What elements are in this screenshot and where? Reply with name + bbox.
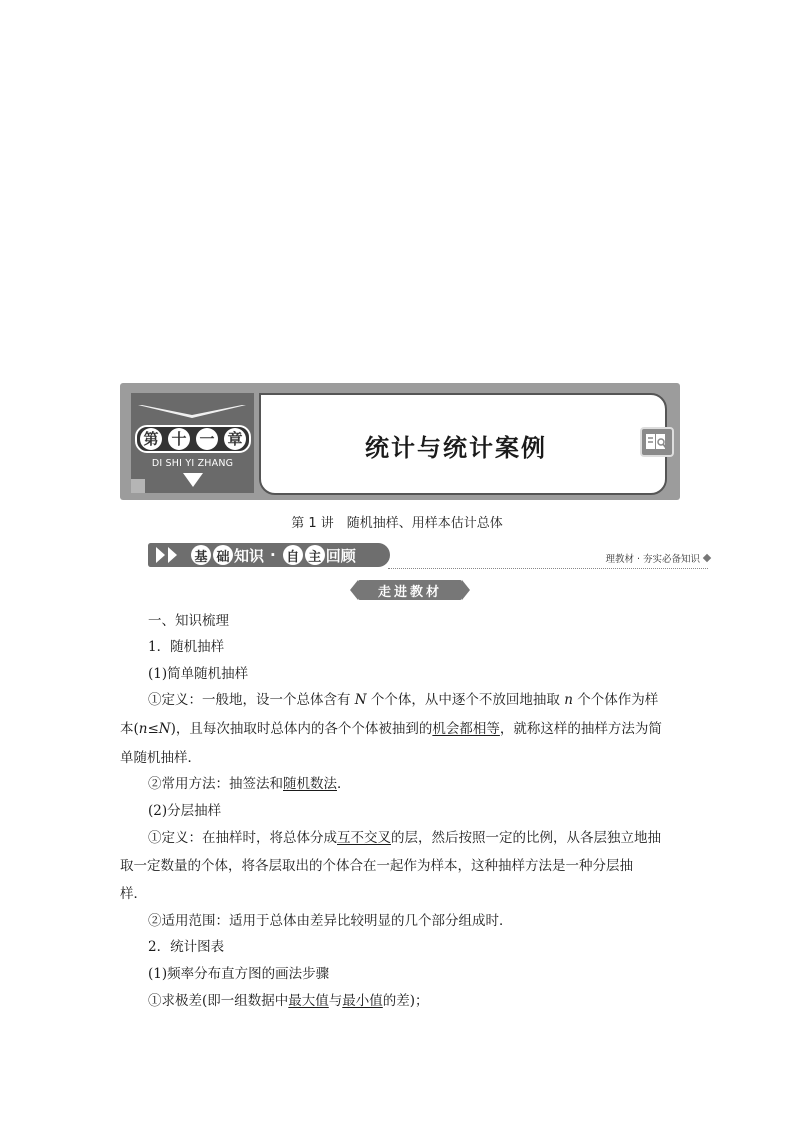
section-title: [190, 544, 356, 566]
text: ．: [337, 776, 351, 792]
chapter-badge: [131, 393, 254, 493]
diamond-icon: [703, 554, 711, 562]
chapter-char: 十: [168, 428, 190, 450]
text-line: 单随机抽样．: [120, 750, 201, 766]
text-line: [148, 690, 658, 710]
text: 本(: [120, 721, 139, 737]
section-char: 础: [213, 545, 233, 565]
down-triangle-icon: [183, 473, 203, 487]
chevron-right-icon: [168, 547, 177, 563]
text-line: [148, 774, 351, 794]
text: 的差)；: [382, 993, 429, 1009]
chapter-banner: [120, 383, 680, 500]
text: )，且每次抽取时总体内的各个个体被抽到的: [170, 721, 433, 737]
chapter-char: 第: [140, 428, 162, 450]
chapter-char: 一: [196, 428, 218, 450]
section-header: [148, 541, 708, 571]
section-char: 自: [283, 545, 303, 565]
text-line: (1)频率分布直方图的画法步骤: [148, 966, 330, 982]
text: ②常用方法：抽签法和: [148, 776, 283, 792]
underlined-text: 最小值: [342, 993, 383, 1009]
chapter-title-box: [259, 393, 667, 495]
text: ①定义：在抽样时，将总体分成: [148, 830, 337, 846]
text-line: 一、知识梳理: [148, 613, 229, 629]
text: ①定义：一般地，设一个总体含有: [148, 692, 355, 708]
text: 与: [328, 993, 343, 1009]
text-line: [148, 828, 661, 848]
section-text: 回顾: [325, 546, 356, 565]
chapter-title: 统计与统计案例: [365, 434, 547, 462]
underlined-text: 机会都相等: [432, 721, 500, 737]
text: 的层，然后按照一定的比例，从各层独立地抽: [391, 830, 661, 846]
text: 个个体作为样: [572, 692, 659, 708]
section-char: 主: [305, 545, 325, 565]
book-search-icon: [640, 427, 674, 457]
text-line: [120, 719, 662, 739]
math-var: N: [354, 692, 367, 708]
section-char: 基: [191, 545, 211, 565]
text-line: (2)分层抽样: [148, 803, 222, 819]
divider: [388, 568, 708, 569]
chapter-pinyin: DI SHI YI ZHANG: [151, 458, 234, 469]
sub-banner: 走进教材: [358, 580, 462, 600]
chapter-number: [135, 425, 251, 453]
chevron-right-icon: [156, 547, 165, 563]
underlined-text: 最大值: [288, 993, 329, 1009]
chapter-char: 章: [224, 428, 246, 450]
math-expr: n≤N: [138, 721, 171, 737]
text-line: 2．统计图表: [148, 939, 225, 955]
text-line: 样．: [120, 886, 147, 902]
section-text: 知识: [234, 546, 265, 565]
text-line: (1)简单随机抽样: [148, 666, 249, 682]
text: ，就称这样的抽样方法为简: [499, 721, 662, 737]
text: 个个体，从中逐个不放回地抽取: [366, 692, 565, 708]
section-pill: [148, 543, 390, 567]
underlined-text: 随机数法: [283, 776, 337, 792]
underlined-text: 互不交叉: [337, 830, 391, 846]
section-separator: ·: [270, 546, 276, 564]
text-line: [148, 991, 429, 1011]
section-subtitle: 理教材 · 夯实必备知识: [605, 554, 700, 565]
text-line: 取一定数量的个体，将各层取出的个体合在一起作为样本，这种抽样方法是一种分层抽: [120, 858, 633, 874]
text-line: 1．随机抽样: [148, 639, 225, 655]
text-line: ②适用范围：适用于总体由差异比较明显的几个部分组成时．: [148, 913, 513, 929]
corner-fold: [131, 479, 145, 493]
decor-triangle-inner: [142, 405, 242, 415]
text: ①求极差(即一组数据中: [148, 993, 289, 1009]
math-var: n: [564, 692, 573, 708]
lecture-title: 第 1 讲 随机抽样、用样本估计总体: [291, 516, 503, 531]
